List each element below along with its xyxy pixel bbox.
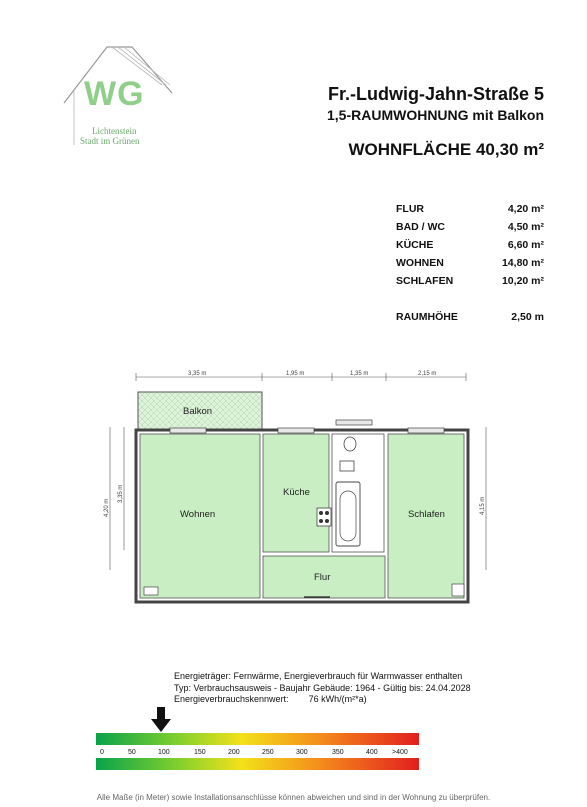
floor-plan bbox=[100, 365, 500, 615]
dim-left-outer: 4,20 m bbox=[104, 498, 110, 517]
room-size: 14,80 m² bbox=[501, 257, 544, 269]
label-schlafen: Schlafen bbox=[408, 509, 445, 520]
energy-value: 76 kWh/(m²*a) bbox=[308, 694, 367, 704]
footer-note: Alle Maße (in Meter) sowie Installationsanschlüsse können abweichen und sind in der Wohnung zu überprüfen. bbox=[96, 793, 491, 802]
room-table bbox=[396, 200, 544, 326]
scale-label: 250 bbox=[262, 749, 274, 756]
dim-top-1: 3,35 m bbox=[188, 371, 207, 377]
room-name: WOHNEN bbox=[396, 257, 444, 269]
outlet-icon bbox=[144, 587, 158, 595]
room-row bbox=[396, 218, 544, 236]
scale-label: 0 bbox=[100, 749, 104, 756]
room-name: SCHLAFEN bbox=[396, 275, 454, 287]
label-balkon: Balkon bbox=[183, 406, 213, 417]
apartment-subtitle: 1,5-RAUMWOHNUNG mit Balkon bbox=[326, 107, 544, 123]
energy-line-2: Typ: Verbrauchsausweis - Baujahr Gebäude: 1964 - Gültig bis: 24.04.2028 bbox=[174, 682, 471, 693]
room-name: KÜCHE bbox=[396, 239, 434, 251]
label-flur: Flur bbox=[314, 572, 331, 583]
room-height-label: RAUMHÖHE bbox=[396, 311, 458, 323]
dim-top-3: 1,35 m bbox=[350, 371, 369, 377]
logo-line-1: Lichtenstein bbox=[92, 126, 137, 136]
stove-icon bbox=[317, 508, 331, 526]
scale-label: 50 bbox=[128, 749, 136, 756]
dim-top-2: 1,95 m bbox=[286, 371, 305, 377]
logo-line-2: Stadt im Grünen bbox=[80, 136, 140, 146]
scale-label: 200 bbox=[228, 749, 240, 756]
label-kueche: Küche bbox=[283, 487, 310, 498]
room-row bbox=[396, 200, 544, 218]
toilet-icon bbox=[344, 437, 356, 451]
energy-line-1: Energieträger: Fernwärme, Energieverbrauch für Warmwasser enthalten bbox=[174, 671, 463, 681]
energy-line-3 bbox=[174, 694, 471, 706]
scale-label: 400 bbox=[366, 749, 378, 756]
room-name: BAD / WC bbox=[396, 221, 445, 233]
scale-label: 150 bbox=[194, 749, 206, 756]
outlet-icon bbox=[452, 584, 464, 596]
room-row bbox=[396, 236, 544, 254]
energy-arrow-icon bbox=[151, 707, 171, 733]
room-height-value: 2,50 m bbox=[511, 311, 544, 323]
room-size: 4,50 m² bbox=[507, 221, 544, 233]
dim-right: 4,15 m bbox=[480, 496, 486, 515]
room-height-row bbox=[396, 308, 544, 326]
scale-label: 300 bbox=[296, 749, 308, 756]
dim-top-4: 2,15 m bbox=[418, 371, 437, 377]
scale-label: >400 bbox=[392, 749, 408, 756]
room-size: 4,20 m² bbox=[507, 203, 544, 215]
room-size: 6,60 m² bbox=[507, 239, 544, 251]
living-area: WOHNFLÄCHE 40,30 m² bbox=[348, 140, 544, 159]
sink-icon bbox=[340, 461, 354, 471]
room-size: 10,20 m² bbox=[501, 275, 544, 287]
scale-label: 100 bbox=[158, 749, 170, 756]
room-name: FLUR bbox=[396, 203, 424, 215]
logo-letters: WG bbox=[84, 75, 145, 113]
energy-value-label: Energieverbrauchskennwert: bbox=[174, 694, 289, 704]
room-row bbox=[396, 272, 544, 290]
energy-info bbox=[174, 671, 471, 706]
room-row bbox=[396, 254, 544, 272]
dim-left-inner: 3,35 m bbox=[118, 484, 124, 503]
scale-label: 350 bbox=[332, 749, 344, 756]
street-title: Fr.-Ludwig-Jahn-Straße 5 bbox=[327, 84, 544, 104]
label-wohnen: Wohnen bbox=[180, 509, 216, 520]
energy-scale bbox=[96, 733, 419, 771]
